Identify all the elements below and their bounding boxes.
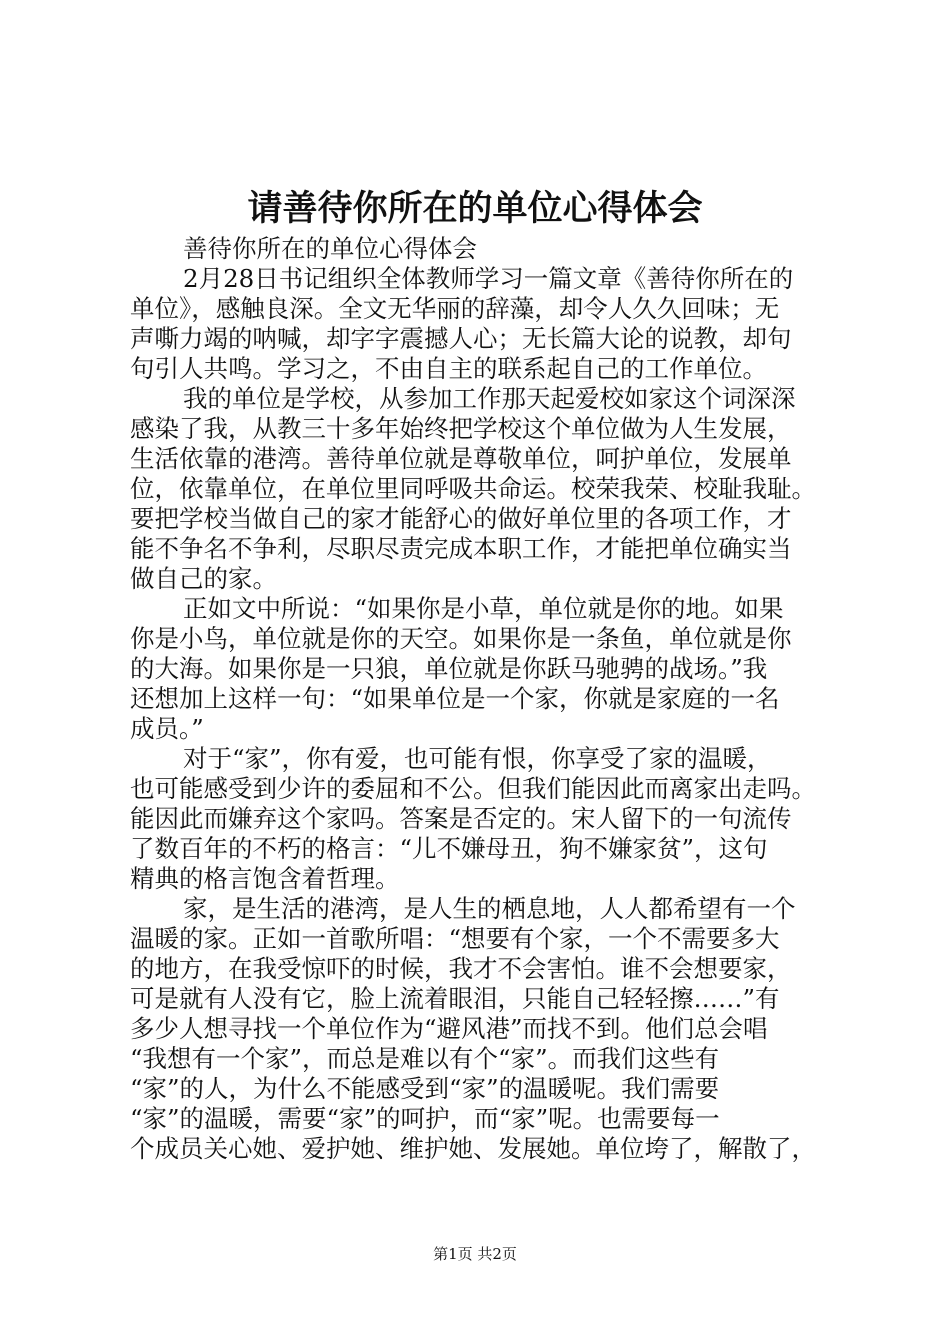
text-line: 也可能感受到少许的委屈和不公。但我们能因此而离家出走吗。: [130, 774, 816, 803]
text-line: 能因此而嫌弃这个家吗。答案是否定的。宋人留下的一句流传: [130, 804, 792, 833]
text-line: “家”的温暖，需要“家”的呵护，而“家”呢。也需要每一: [130, 1104, 720, 1133]
text-line: 善待你所在的单位心得体会: [183, 234, 477, 263]
text-line: 生活依靠的港湾。善待单位就是尊敬单位，呵护单位，发展单: [130, 444, 792, 473]
page-footer: 第1页 共2页: [433, 1245, 517, 1263]
text-line: “我想有一个家”，而总是难以有个“家”。而我们这些有: [130, 1044, 720, 1073]
text-line: 对于“家”，你有爱，也可能有恨，你享受了家的温暖，: [183, 744, 772, 773]
text-line: 还想加上这样一句：“如果单位是一个家，你就是家庭的一名: [130, 684, 780, 713]
text-line: 要把学校当做自己的家才能舒心的做好单位里的各项工作，才: [130, 504, 792, 533]
text-line: “家”的人，为什么不能感受到“家”的温暖呢。我们需要: [130, 1074, 720, 1103]
text-line: 能不争名不争利，尽职尽责完成本职工作，才能把单位确实当: [130, 534, 792, 563]
text-line: 多少人想寻找一个单位作为“避风港”而找不到。他们总会唱: [130, 1014, 768, 1043]
text-line: 个成员关心她、爱护她、维护她、发展她。单位垮了，解散了，: [130, 1134, 816, 1163]
text-line: 声嘶力竭的呐喊，却字字震撼人心；无长篇大论的说教，却句: [130, 324, 792, 353]
text-line: 成员。”: [130, 714, 204, 743]
text-line: 做自己的家。: [130, 564, 277, 593]
text-line: 的大海。如果你是一只狼，单位就是你跃马驰骋的战场。”我: [130, 654, 768, 683]
text-line: 温暖的家。正如一首歌所唱：“想要有个家，一个不需要多大: [130, 924, 780, 953]
text-line: 了数百年的不朽的格言：“儿不嫌母丑，狗不嫌家贫”，这句: [130, 834, 768, 863]
text-line: 的地方，在我受惊吓的时候，我才不会害怕。谁不会想要家，: [130, 954, 792, 983]
text-line: 单位》，感触良深。全文无华丽的辞藻，却令人久久回味；无: [130, 294, 780, 323]
text-line: 你是小鸟，单位就是你的天空。如果你是一条鱼，单位就是你: [130, 624, 792, 653]
text-line: 2月28日书记组织全体教师学习一篇文章《善待你所在的: [183, 264, 794, 293]
text-line: 正如文中所说：“如果你是小草，单位就是你的地。如果: [183, 594, 784, 623]
document-body: [130, 234, 830, 1164]
text-line: 精典的格言饱含着哲理。: [130, 864, 400, 893]
text-line: 感染了我，从教三十多年始终把学校这个单位做为人生发展，: [130, 414, 792, 443]
text-line: 我的单位是学校，从参加工作那天起爱校如家这个词深深: [183, 384, 796, 413]
text-line: 句引人共鸣。学习之，不由自主的联系起自己的工作单位。: [130, 354, 767, 383]
document-title: 请善待你所在的单位心得体会: [247, 188, 703, 229]
text-line: 家，是生活的港湾，是人生的栖息地，人人都希望有一个: [183, 894, 796, 923]
text-line: 位，依靠单位，在单位里同呼吸共命运。校荣我荣、校耻我耻。: [130, 474, 816, 503]
text-line: 可是就有人没有它，脸上流着眼泪，只能自己轻轻擦……”有: [130, 984, 780, 1013]
